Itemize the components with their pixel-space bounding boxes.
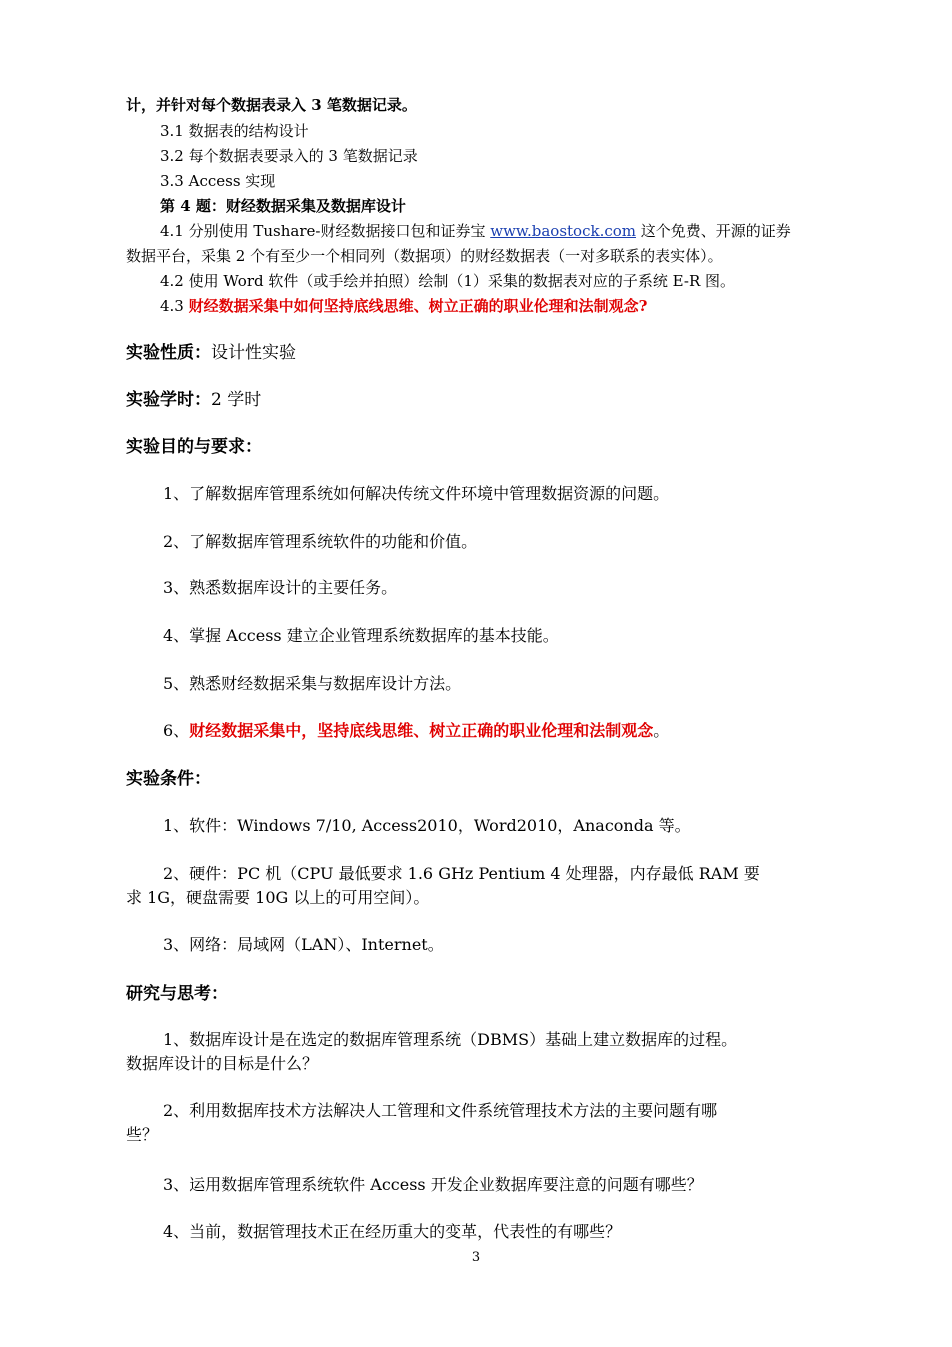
goal-item-6 bbox=[163, 720, 669, 742]
section-3-3: 3.3 Access 实现 bbox=[160, 172, 276, 190]
condition-hardware-line1: 2、硬件：PC 机（CPU 最低要求 1.6 GHz Pentium 4 处理器，内存最低 RAM 要 bbox=[163, 864, 760, 883]
nature-row bbox=[126, 342, 296, 364]
page-number: 3 bbox=[471, 1250, 481, 1265]
section-4-1-text-b: 这个免费、开源的证券 bbox=[636, 222, 791, 240]
research-heading: 研究与思考： bbox=[126, 984, 228, 1004]
section-3-1: 3.1 数据表的结构设计 bbox=[160, 122, 309, 140]
section-4-1-line2: 数据平台，采集 2 个有至少一个相同列（数据项）的财经数据表（一对多联系的表实体）。 bbox=[126, 247, 723, 265]
question-4-title: 第 4 题：财经数据采集及数据库设计 bbox=[160, 197, 406, 215]
goal-item-6-number: 6、 bbox=[163, 721, 190, 740]
conditions-heading: 实验条件： bbox=[126, 769, 211, 789]
goal-item-6-highlight: 财经数据采集中，坚持底线思维、树立正确的职业伦理和法制观念 bbox=[189, 721, 654, 740]
goal-item-6-end: 。 bbox=[653, 721, 670, 740]
baostock-link[interactable]: www.baostock.com bbox=[490, 222, 637, 240]
goal-item-4: 4、掌握 Access 建立企业管理系统数据库的基本技能。 bbox=[163, 626, 559, 645]
goal-item-3: 3、熟悉数据库设计的主要任务。 bbox=[163, 578, 398, 597]
condition-network: 3、网络：局域网（LAN）、Internet。 bbox=[163, 935, 444, 954]
research-q4: 4、当前，数据管理技术正在经历重大的变革，代表性的有哪些？ bbox=[163, 1222, 622, 1241]
condition-software: 1、软件：Windows 7/10, Access2010，Word2010，Anaconda 等。 bbox=[163, 816, 691, 835]
research-q2-line2: 些？ bbox=[126, 1125, 159, 1144]
section-4-1-line1 bbox=[160, 221, 791, 241]
research-q1-line1: 1、数据库设计是在选定的数据库管理系统（DBMS）基础上建立数据库的过程。 bbox=[163, 1030, 738, 1049]
hours-label: 实验学时： bbox=[126, 390, 211, 410]
section-3-2: 3.2 每个数据表要录入的 3 笔数据记录 bbox=[160, 147, 418, 165]
goals-heading: 实验目的与要求： bbox=[126, 437, 262, 457]
research-q2-line1: 2、利用数据库技术方法解决人工管理和文件系统管理技术方法的主要问题有哪 bbox=[163, 1101, 718, 1120]
section-4-3-highlight: 财经数据采集中如何坚持底线思维、树立正确的职业伦理和法制观念? bbox=[188, 297, 648, 315]
section-4-3 bbox=[160, 296, 647, 316]
continued-line: 计，并针对每个数据表录入 3 笔数据记录。 bbox=[126, 96, 417, 114]
condition-hardware-line2: 求 1G，硬盘需要 10G 以上的可用空间）。 bbox=[126, 888, 430, 907]
section-4-3-number: 4.3 bbox=[160, 297, 189, 315]
nature-value: 设计性实验 bbox=[211, 343, 296, 363]
research-q1-line2: 数据库设计的目标是什么？ bbox=[126, 1054, 319, 1073]
goal-item-2: 2、了解数据库管理系统软件的功能和价值。 bbox=[163, 532, 478, 551]
nature-label: 实验性质： bbox=[126, 343, 211, 363]
section-4-1-text-a: 4.1 分别使用 Tushare-财经数据接口包和证券宝 bbox=[160, 222, 491, 240]
goal-item-5: 5、熟悉财经数据采集与数据库设计方法。 bbox=[163, 674, 462, 693]
hours-row bbox=[126, 389, 261, 411]
goal-item-1: 1、了解数据库管理系统如何解决传统文件环境中管理数据资源的问题。 bbox=[163, 484, 670, 503]
section-4-2: 4.2 使用 Word 软件（或手绘并拍照）绘制（1）采集的数据表对应的子系统 E-R 图。 bbox=[160, 272, 736, 290]
hours-value: 2 学时 bbox=[211, 390, 262, 410]
research-q3: 3、运用数据库管理系统软件 Access 开发企业数据库要注意的问题有哪些？ bbox=[163, 1175, 703, 1194]
